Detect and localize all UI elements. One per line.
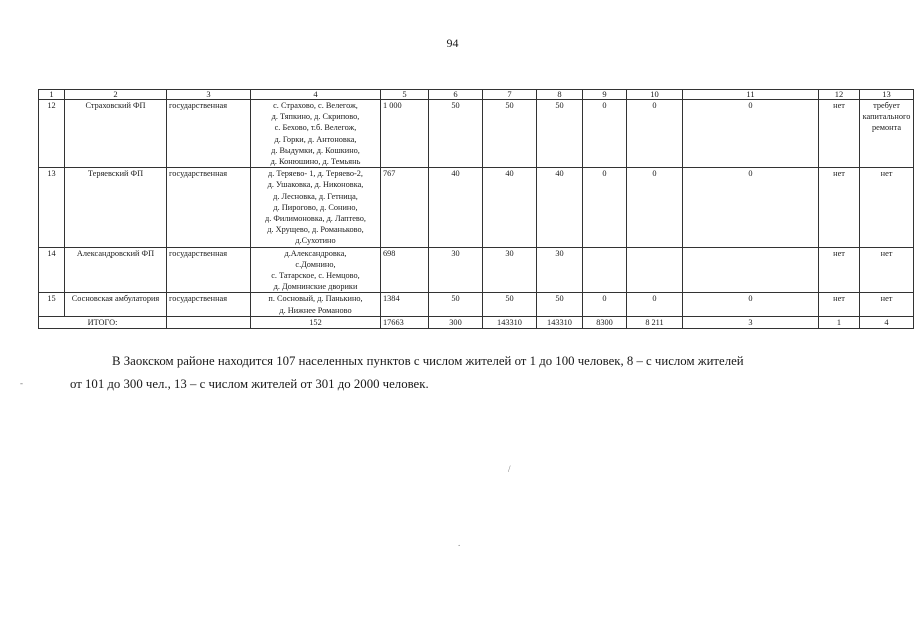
ownership: государственная	[167, 168, 251, 247]
cell-col8: 30	[537, 247, 583, 293]
total-cell-col8: 143310	[537, 316, 583, 328]
header-cell: 13	[860, 90, 914, 100]
settlement-line: д. Хрущево, д. Романьково,	[267, 225, 364, 235]
row-number: 13	[39, 168, 65, 247]
cell-col5: 1384	[381, 293, 429, 316]
header-cell: 12	[819, 90, 860, 100]
cell-col12: нет	[819, 247, 860, 293]
cell-col7: 50	[483, 293, 537, 316]
cell-col11: 0	[683, 293, 819, 316]
cell-col13: нет	[860, 168, 914, 247]
header-cell: 3	[167, 90, 251, 100]
row-number: 12	[39, 100, 65, 168]
cell-col10: 0	[627, 293, 683, 316]
table-row	[39, 247, 914, 293]
scan-speck: /	[508, 464, 511, 474]
total-cell-col13: 4	[860, 316, 914, 328]
paragraph-line-2: от 101 до 300 чел., 13 – с числом жителей от 301 до 2000 человек.	[70, 377, 429, 391]
cell-col8: 50	[537, 293, 583, 316]
body-paragraph	[70, 350, 870, 396]
settlement-line: д. Конюшино, д. Темьянь	[270, 157, 361, 167]
ownership: государственная	[167, 100, 251, 168]
cell-col9: 0	[583, 100, 627, 168]
total-cell-col12: 1	[819, 316, 860, 328]
row-number: 15	[39, 293, 65, 316]
header-cell: 11	[683, 90, 819, 100]
header-cell: 6	[429, 90, 483, 100]
cell-col11	[683, 247, 819, 293]
cell-col6: 30	[429, 247, 483, 293]
header-cell: 7	[483, 90, 537, 100]
facilities-table	[38, 89, 914, 329]
ownership: государственная	[167, 293, 251, 316]
cell-col12: нет	[819, 293, 860, 316]
cell-col7: 50	[483, 100, 537, 168]
cell-col8: 50	[537, 100, 583, 168]
cell-col11: 0	[683, 168, 819, 247]
settlement-line: с. Страхово, с. Велегож,	[273, 101, 358, 110]
settlement-line: д.Александровка,	[284, 248, 347, 258]
header-cell: 9	[583, 90, 627, 100]
facility-name: Теряевский ФП	[65, 168, 167, 247]
settlement-line: с. Бехово, т.б. Велегож,	[274, 123, 357, 133]
settlement-line: д. Теряево- 1, д. Теряево-2,	[267, 169, 364, 179]
cell-col13: нет	[860, 293, 914, 316]
cell-col6: 50	[429, 293, 483, 316]
total-label: ИТОГО:	[39, 316, 167, 328]
facility-name: Сосновская амбулатория	[65, 293, 167, 316]
cell-col5: 1 000	[381, 100, 429, 168]
cell-col9	[583, 247, 627, 293]
cell-col10: 0	[627, 100, 683, 168]
cell-col9: 0	[583, 293, 627, 316]
header-cell: 5	[381, 90, 429, 100]
settlement-line: д.Сухотино	[295, 236, 336, 246]
settlement-line: д. Горки, д. Антоновка,	[274, 134, 357, 144]
settlements	[251, 100, 381, 168]
header-cell: 4	[251, 90, 381, 100]
total-cell-col9: 8300	[583, 316, 627, 328]
total-cell-col10: 8 211	[627, 316, 683, 328]
settlements	[251, 168, 381, 247]
settlement-line: д. Выдумки, д. Кошкино,	[271, 145, 360, 155]
facility-name: Александровский ФП	[65, 247, 167, 293]
header-cell: 8	[537, 90, 583, 100]
cell-col13: нет	[860, 247, 914, 293]
settlements	[251, 293, 381, 316]
row-number: 14	[39, 247, 65, 293]
settlement-line: с. Татарское, с. Немцово,	[271, 271, 360, 281]
table-row	[39, 100, 914, 168]
table-row	[39, 293, 914, 316]
header-cell: 2	[65, 90, 167, 100]
settlement-line: д. Лесновка, д. Гетница,	[273, 191, 358, 201]
cell-col11: 0	[683, 100, 819, 168]
paragraph-line-1: В Заокском районе находится 107 населенных пунктов с числом жителей от 1 до 100 человек, 8 – с числом жителей	[112, 354, 744, 368]
facility-name: Страховский ФП	[65, 100, 167, 168]
settlement-line: д. Ушаковка, д. Никоновка,	[267, 180, 364, 190]
header-cell: 10	[627, 90, 683, 100]
header-cell: 1	[39, 90, 65, 100]
total-cell-col6: 300	[429, 316, 483, 328]
settlements	[251, 247, 381, 293]
scan-speck: -	[20, 378, 23, 388]
total-cell-col3	[167, 316, 251, 328]
cell-col8: 40	[537, 168, 583, 247]
page-number: 94	[446, 36, 459, 50]
settlement-line: п. Сосновый, д. Панькино,	[268, 294, 363, 304]
total-cell-col11: 3	[683, 316, 819, 328]
settlement-line: д. Тяпкино, д. Скрипово,	[271, 112, 360, 122]
cell-col6: 50	[429, 100, 483, 168]
settlement-line: д. Филимоновка, д. Лаптево,	[265, 214, 366, 224]
total-cell-col7: 143310	[483, 316, 537, 328]
total-cell-col5: 17663	[381, 316, 429, 328]
cell-col10: 0	[627, 168, 683, 247]
settlement-line: д. Домнинские дворики	[273, 282, 358, 292]
total-cell-col4: 152	[251, 316, 381, 328]
table-row	[39, 168, 914, 247]
cell-col9: 0	[583, 168, 627, 247]
table-header-row	[39, 90, 914, 100]
settlement-line: с.Домнино,	[295, 259, 336, 269]
cell-col10	[627, 247, 683, 293]
cell-col5: 767	[381, 168, 429, 247]
cell-col12: нет	[819, 168, 860, 247]
cell-col6: 40	[429, 168, 483, 247]
ownership: государственная	[167, 247, 251, 293]
settlement-line: д. Пирогово, д. Сонино,	[273, 202, 358, 212]
total-row	[39, 316, 914, 328]
cell-col12: нет	[819, 100, 860, 168]
cell-col5: 698	[381, 247, 429, 293]
cell-col7: 30	[483, 247, 537, 293]
scan-speck: .	[458, 538, 461, 548]
settlement-line: д. Нижнее Романово	[279, 305, 352, 315]
cell-col13: требует капитального ремонта	[860, 100, 914, 168]
cell-col7: 40	[483, 168, 537, 247]
